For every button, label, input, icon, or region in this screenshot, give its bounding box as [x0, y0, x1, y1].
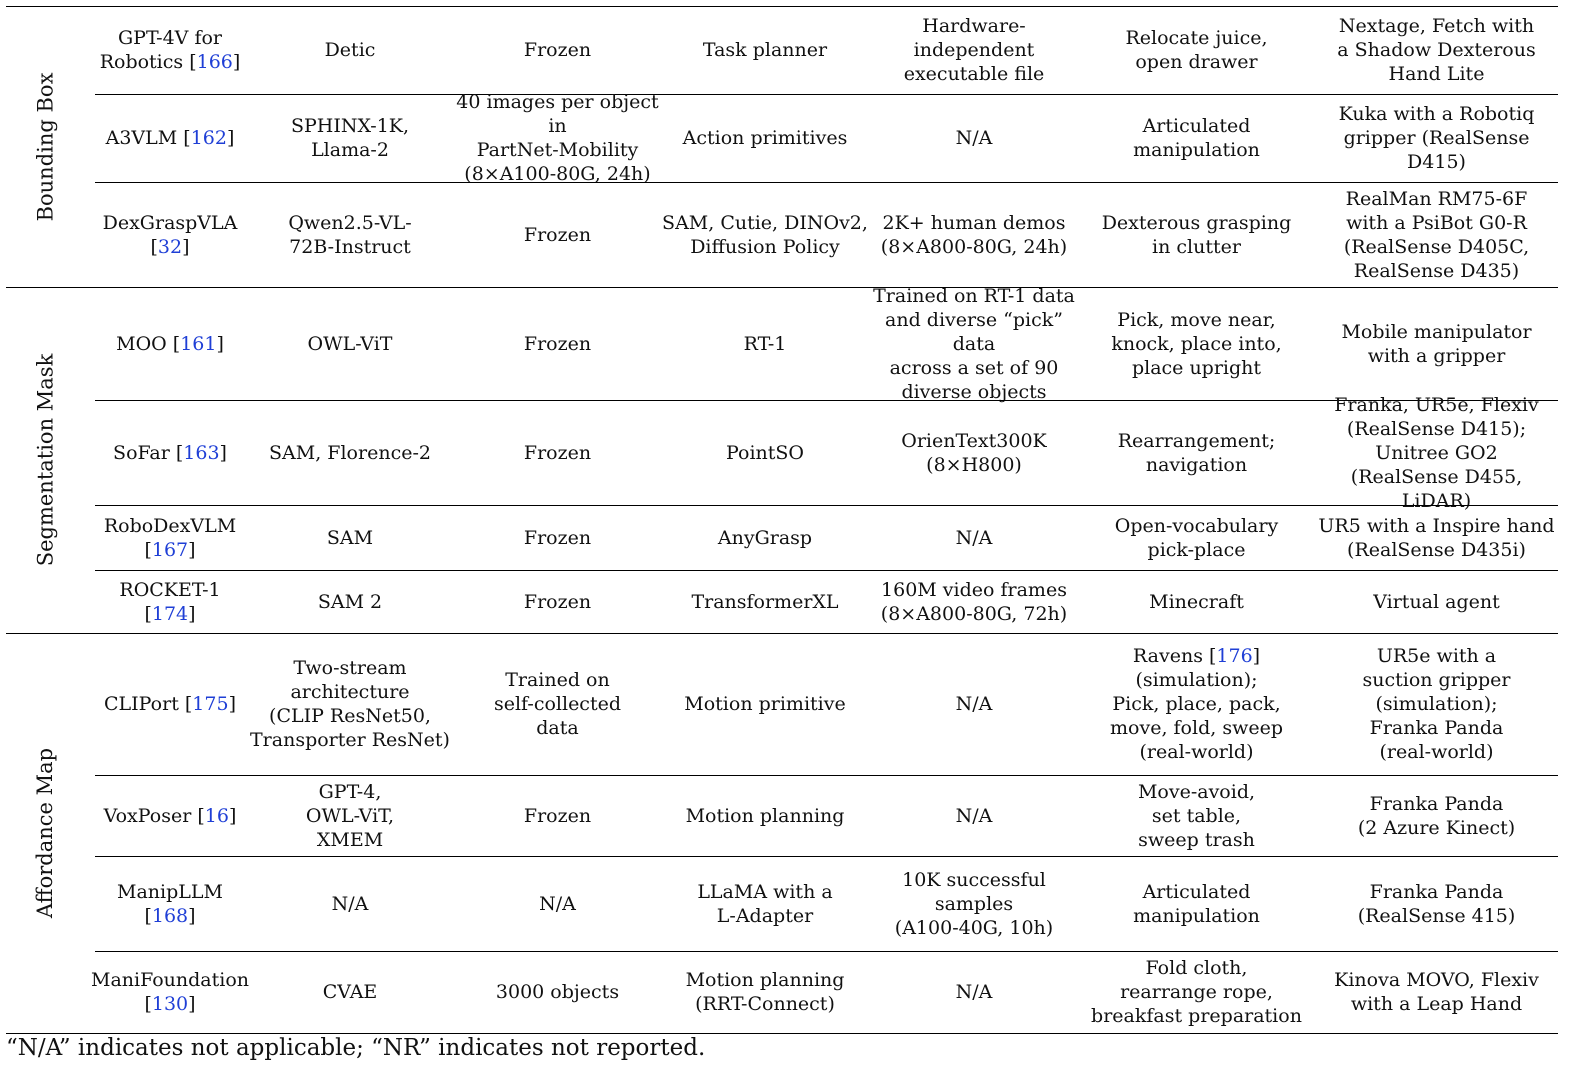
- cell-platform: [1315, 570, 1558, 633]
- vision-value: GPT-4, OWL-ViT, XMEM: [305, 780, 395, 851]
- vision-value: CVAE: [322, 981, 378, 1003]
- method-text: CLIPort [175]: [104, 693, 236, 715]
- data-value: Trained on RT-1 data and diverse “pick” data across a set of 90 diverse objects: [873, 284, 1075, 403]
- method-name: SoFar: [113, 441, 170, 464]
- action-text: [686, 804, 845, 828]
- vision-value: Detic: [324, 39, 376, 61]
- cell-training: [455, 775, 660, 856]
- cell-data: [870, 775, 1078, 856]
- cell-training: [455, 91, 660, 185]
- data-text: [956, 126, 993, 150]
- action-text: [726, 441, 804, 465]
- tasks-text: [1111, 308, 1281, 380]
- tasks-text: [1115, 514, 1278, 562]
- cell-data: [870, 856, 1078, 951]
- vision-value: SAM 2: [317, 590, 383, 613]
- action-text: [744, 332, 787, 356]
- cell-action: [660, 94, 870, 182]
- vision-value: Qwen2.5-VL- 72B-Instruct: [288, 211, 412, 258]
- data-value: 2K+ human demos (8×A800-80G, 24h): [880, 211, 1068, 258]
- action-value: Motion primitive: [684, 693, 846, 715]
- vision-text: [323, 980, 378, 1004]
- group-label: [6, 6, 84, 287]
- method-text: GPT-4V for Robotics [166]: [99, 27, 241, 73]
- tasks-text: [1138, 780, 1255, 852]
- cell-data: [870, 6, 1078, 94]
- training-value: Frozen: [523, 39, 592, 61]
- training-text: [524, 590, 591, 614]
- data-text: [870, 868, 1078, 940]
- data-value: N/A: [955, 981, 993, 1003]
- action-text: [662, 211, 868, 259]
- method-name: CLIPort: [104, 693, 179, 715]
- tasks-value: Articulated manipulation: [1133, 880, 1260, 927]
- platform-text: [1362, 644, 1510, 764]
- cell-data: [870, 182, 1078, 287]
- vision-text: [250, 656, 450, 752]
- tasks-value: Relocate juice, open drawer: [1125, 27, 1268, 73]
- action-text: [697, 880, 832, 928]
- action-value: Motion planning (RRT-Connect): [685, 969, 845, 1015]
- data-text: [956, 692, 993, 716]
- cell-tasks: [1078, 6, 1315, 94]
- data-value: N/A: [955, 526, 993, 549]
- tasks-value: Pick, move near, knock, place into, place upright: [1111, 308, 1282, 379]
- tasks-text: [1133, 114, 1260, 162]
- cell-training: [455, 570, 660, 633]
- platform-text: [1341, 320, 1531, 368]
- cell-tasks: [1078, 775, 1315, 856]
- citation-link[interactable]: 167: [151, 538, 189, 561]
- platform-text: [1315, 102, 1558, 174]
- cell-action: [660, 570, 870, 633]
- platform-text: [1358, 792, 1515, 840]
- training-value: Frozen: [523, 804, 592, 827]
- tasks-value: Move-avoid, set table, sweep trash: [1137, 780, 1256, 851]
- cell-tasks: [1078, 94, 1315, 182]
- tasks-text: Ravens [176] (simulation); Pick, place, pack, move, fold, sweep (real-world): [1110, 645, 1283, 763]
- citation-link[interactable]: 162: [190, 127, 227, 149]
- cell-tasks: [1078, 633, 1315, 775]
- vision-text: [327, 526, 373, 550]
- vision-value: N/A: [331, 892, 369, 915]
- cell-tasks: [1078, 505, 1315, 570]
- tasks-value: Open-vocabulary pick-place: [1114, 514, 1279, 561]
- cell-vision: [245, 182, 455, 287]
- cell-vision: [245, 633, 455, 775]
- training-value: 3000 objects: [495, 981, 620, 1003]
- group-label: [6, 633, 84, 1033]
- method-text: RoboDexVLM [167]: [103, 514, 237, 561]
- cell-data: [870, 400, 1078, 505]
- data-value: OrienText300K (8×H800): [901, 429, 1047, 476]
- platform-text: [1318, 514, 1554, 562]
- cell-method: [95, 775, 245, 856]
- cell-method: [95, 400, 245, 505]
- cell-training: [455, 505, 660, 570]
- cell-platform: [1315, 6, 1558, 94]
- training-value: Frozen: [523, 441, 592, 464]
- cell-platform: [1315, 633, 1558, 775]
- citation-link[interactable]: 163: [183, 441, 220, 464]
- cell-platform: [1315, 951, 1558, 1033]
- vision-value: SAM: [326, 526, 374, 549]
- data-text: [904, 14, 1045, 86]
- training-text: [524, 526, 591, 550]
- action-text: [684, 692, 845, 716]
- platform-value: RealMan RM75-6F with a PsiBot G0-R (RealSense D405C, RealSense D435): [1343, 187, 1530, 282]
- training-text: [496, 980, 619, 1004]
- method-name: MOO: [116, 332, 167, 355]
- cell-method: [95, 287, 245, 400]
- vision-text: [291, 114, 409, 162]
- training-text: [524, 223, 591, 247]
- action-value: Action primitives: [682, 127, 848, 149]
- tasks-text: [1091, 956, 1302, 1028]
- action-value: PointSO: [726, 441, 804, 464]
- cell-action: [660, 633, 870, 775]
- action-value: SAM, Cutie, DINOv2, Diffusion Policy: [662, 211, 868, 258]
- cell-data: [870, 94, 1078, 182]
- cell-tasks: [1078, 182, 1315, 287]
- tasks-text: [1102, 211, 1292, 259]
- citation-link[interactable]: 174: [151, 602, 189, 625]
- platform-text: [1373, 590, 1499, 614]
- cell-data: [870, 505, 1078, 570]
- training-value: 40 images per object in PartNet-Mobility (8×A100-80G, 24h): [456, 91, 659, 185]
- cell-method: [95, 6, 245, 94]
- action-value: AnyGrasp: [717, 526, 813, 549]
- data-value: 10K successful samples (A100-40G, 10h): [894, 868, 1054, 939]
- cell-platform: [1315, 94, 1558, 182]
- cell-vision: [245, 856, 455, 951]
- tasks-text: [1133, 880, 1260, 928]
- cell-method: [95, 856, 245, 951]
- cell-vision: [245, 775, 455, 856]
- action-text: [718, 526, 812, 550]
- tasks-value: Fold cloth, rearrange rope, breakfast preparation: [1091, 957, 1302, 1027]
- vision-text: [325, 38, 376, 62]
- action-text: [683, 126, 848, 150]
- cell-tasks: [1078, 287, 1315, 400]
- platform-text: [1334, 968, 1539, 1016]
- platform-value: Kuka with a Robotiq gripper (RealSense D415): [1338, 103, 1535, 173]
- tasks-text: [1118, 429, 1276, 477]
- cell-vision: [245, 505, 455, 570]
- vision-text: [269, 441, 431, 465]
- tasks-text-part: (simulation); Pick, place, pack, move, fold, sweep (real-world): [1110, 669, 1283, 763]
- cell-tasks: [1078, 400, 1315, 505]
- method-text: DexGraspVLA [32]: [102, 211, 238, 258]
- cell-training: [455, 951, 660, 1033]
- cell-vision: [245, 951, 455, 1033]
- method-text: VoxPoser [16]: [103, 804, 237, 827]
- training-text: [455, 90, 660, 186]
- method-name: RoboDexVLM: [103, 514, 237, 537]
- cell-data: [870, 570, 1078, 633]
- cell-data: [870, 633, 1078, 775]
- training-text: [524, 804, 591, 828]
- platform-value: Mobile manipulator with a gripper: [1341, 320, 1532, 367]
- data-text: [901, 429, 1046, 477]
- vision-text: [318, 590, 382, 614]
- cell-platform: [1315, 856, 1558, 951]
- citation-link[interactable]: 32: [157, 235, 183, 258]
- group-label-text: Affordance Map: [33, 747, 57, 919]
- platform-value: Kinova MOVO, Flexiv with a Leap Hand: [1334, 969, 1539, 1015]
- cell-training: [455, 6, 660, 94]
- platform-value: Franka Panda (RealSense 415): [1357, 880, 1516, 927]
- training-text: [539, 892, 576, 916]
- cell-vision: [245, 6, 455, 94]
- cell-action: [660, 505, 870, 570]
- platform-value: UR5 with a Inspire hand (RealSense D435i): [1318, 514, 1555, 561]
- vision-value: SAM, Florence-2: [269, 441, 431, 464]
- platform-text: [1358, 880, 1516, 928]
- vision-value: OWL-ViT: [307, 332, 393, 355]
- cell-action: [660, 400, 870, 505]
- data-value: N/A: [955, 693, 993, 715]
- cell-training: [455, 287, 660, 400]
- method-text: ManipLLM [168]: [117, 880, 223, 927]
- data-value: N/A: [955, 127, 993, 149]
- platform-value: Franka Panda (2 Azure Kinect): [1357, 792, 1516, 839]
- cell-vision: [245, 287, 455, 400]
- cell-training: [455, 856, 660, 951]
- action-value: RT-1: [743, 332, 787, 355]
- cell-training: [455, 182, 660, 287]
- tasks-value: Dexterous grasping in clutter: [1101, 211, 1292, 258]
- method-name: ManipLLM: [117, 880, 223, 903]
- table-footnote: “N/A” indicates not applicable; “NR” indicates not reported.: [6, 1035, 706, 1061]
- data-text: [956, 526, 993, 550]
- training-value: Frozen: [523, 223, 592, 246]
- data-value: 160M video frames (8×A800-80G, 72h): [880, 578, 1068, 625]
- method-text: SoFar [163]: [113, 441, 227, 464]
- data-text: [881, 578, 1067, 626]
- group-label-text: Segmentation Mask: [33, 353, 58, 567]
- training-text: [524, 332, 591, 356]
- cell-platform: [1315, 505, 1558, 570]
- data-value: N/A: [955, 804, 993, 827]
- cell-action: [660, 287, 870, 400]
- method-name: VoxPoser: [103, 804, 192, 827]
- platform-text: [1344, 187, 1529, 283]
- cell-method: [95, 94, 245, 182]
- tasks-text-part: Ravens: [1132, 645, 1209, 667]
- data-text: [956, 804, 993, 828]
- training-text: [524, 38, 591, 62]
- action-text: [686, 968, 845, 1016]
- vision-value: Two-stream architecture (CLIP ResNet50, Transporter ResNet): [250, 657, 450, 751]
- cell-platform: [1315, 182, 1558, 287]
- action-text: [691, 590, 838, 614]
- data-text: [956, 980, 993, 1004]
- method-name: ManiFoundation: [90, 969, 250, 991]
- vision-value: SPHINX-1K, Llama-2: [290, 115, 410, 161]
- action-value: Task planner: [702, 39, 828, 61]
- cell-tasks: [1078, 951, 1315, 1033]
- platform-value: Nextage, Fetch with a Shadow Dexterous Hand Lite: [1337, 15, 1536, 85]
- cell-training: [455, 633, 660, 775]
- method-text: ROCKET-1 [174]: [119, 578, 221, 625]
- tasks-value: Rearrangement; navigation: [1117, 429, 1276, 476]
- action-value: TransformerXL: [691, 590, 839, 613]
- platform-value: Franka, UR5e, Flexiv (RealSense D415); Unitree GO2 (RealSense D455, LiDAR): [1334, 393, 1539, 512]
- cell-method: [95, 570, 245, 633]
- cell-vision: [245, 94, 455, 182]
- citation-link[interactable]: 175: [192, 693, 229, 715]
- group-label-text: Bounding Box: [33, 72, 58, 221]
- method-name: A3VLM: [105, 127, 178, 149]
- cell-method: [95, 182, 245, 287]
- action-value: Motion planning: [685, 804, 845, 827]
- cell-platform: [1315, 287, 1558, 400]
- cell-vision: [245, 400, 455, 505]
- citation-link[interactable]: 161: [180, 332, 217, 355]
- citation-link[interactable]: 166: [196, 51, 233, 73]
- citation-link[interactable]: 16: [204, 804, 229, 827]
- platform-text: [1337, 14, 1535, 86]
- training-value: N/A: [539, 892, 576, 915]
- cell-data: [870, 284, 1078, 403]
- citation-link[interactable]: 168: [151, 904, 189, 927]
- cell-action: [660, 775, 870, 856]
- data-text: [870, 284, 1078, 404]
- action-value: LLaMA with a L-Adapter: [697, 880, 833, 927]
- cell-method: [95, 505, 245, 570]
- training-value: Frozen: [523, 526, 592, 549]
- data-text: [881, 211, 1067, 259]
- vision-text: [288, 211, 411, 259]
- action-text: [703, 38, 827, 62]
- training-value: Trained on self-collected data: [493, 669, 621, 739]
- cell-platform: [1315, 393, 1558, 512]
- tasks-value: Articulated manipulation: [1133, 115, 1260, 161]
- group-label: [6, 287, 84, 633]
- training-value: Frozen: [523, 590, 592, 613]
- vision-text: [306, 780, 394, 852]
- tasks-text: [1125, 26, 1267, 74]
- method-text: ManiFoundation [130]: [90, 969, 250, 1015]
- method-name: ROCKET-1: [119, 578, 221, 601]
- tasks-text: [1149, 590, 1244, 614]
- training-value: Frozen: [523, 332, 592, 355]
- method-text: A3VLM [162]: [105, 127, 235, 149]
- cell-data: [870, 951, 1078, 1033]
- cell-action: [660, 856, 870, 951]
- platform-text: [1315, 393, 1558, 513]
- platform-value: UR5e with a suction gripper (simulation); Franka Panda (real-world): [1362, 645, 1511, 763]
- training-text: [524, 441, 591, 465]
- citation-link[interactable]: 176: [1216, 645, 1253, 667]
- training-text: [494, 668, 621, 740]
- platform-value: Virtual agent: [1373, 590, 1500, 613]
- cell-platform: [1315, 775, 1558, 856]
- vision-text: [332, 892, 369, 916]
- vision-text: [308, 332, 393, 356]
- cell-method: [90, 951, 250, 1033]
- cell-tasks: [1078, 570, 1315, 633]
- method-name: GPT-4V for Robotics: [99, 27, 222, 73]
- cell-action: [660, 951, 870, 1033]
- cell-tasks: [1078, 856, 1315, 951]
- cell-training: [455, 400, 660, 505]
- data-value: Hardware- independent executable file: [903, 15, 1045, 85]
- citation-link[interactable]: 130: [151, 993, 189, 1015]
- cell-action: [660, 6, 870, 94]
- cell-action: [660, 182, 870, 287]
- method-name: DexGraspVLA: [102, 211, 238, 234]
- cell-method: [95, 633, 245, 775]
- method-text: MOO [161]: [116, 332, 224, 355]
- cell-vision: [245, 570, 455, 633]
- tasks-value: Minecraft: [1149, 590, 1244, 613]
